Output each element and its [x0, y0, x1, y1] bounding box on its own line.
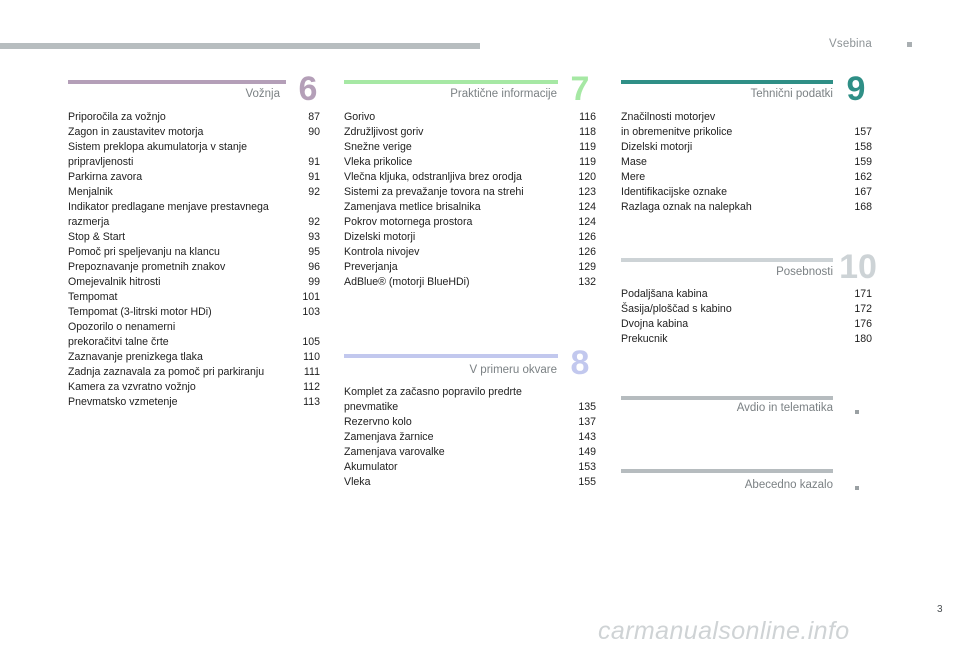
toc-entry-title: Značilnosti motorjev in obremenitve prikolice	[621, 111, 733, 138]
toc-entry-page: 137	[578, 416, 596, 428]
toc-entry[interactable]	[621, 287, 872, 302]
toc-entry-title: Vleka prikolice	[344, 156, 413, 168]
toc-entry-page: 155	[578, 476, 596, 488]
toc-entry-title: Akumulator	[344, 461, 398, 473]
toc-entry-page: 87	[308, 111, 320, 123]
toc-entry-page: 118	[579, 126, 596, 138]
toc-entry-page: 132	[578, 276, 596, 288]
toc-entry[interactable]	[344, 260, 596, 275]
toc-entry-page: 167	[854, 186, 872, 198]
toc-entry[interactable]	[621, 140, 872, 155]
toc-entry[interactable]	[344, 170, 596, 185]
toc-entry[interactable]	[621, 317, 872, 332]
toc-entry-page: 171	[854, 288, 872, 300]
toc-entry[interactable]	[68, 365, 320, 380]
toc-entry-title: Razlaga oznak na nalepkah	[621, 201, 752, 213]
toc-entry-page: 105	[302, 336, 320, 348]
toc-entry[interactable]	[344, 475, 596, 490]
toc-entry[interactable]	[68, 200, 320, 230]
header-square-marker	[907, 42, 912, 47]
toc-entry-page: 93	[308, 231, 320, 243]
toc-entry-page: 101	[302, 291, 320, 303]
section-10-title[interactable]: Posebnosti	[776, 266, 833, 278]
toc-entry-title: Priporočila za vožnjo	[68, 111, 166, 123]
toc-entry-title: Zadnja zaznavala za pomoč pri parkiranju	[68, 366, 265, 378]
toc-entry[interactable]	[68, 350, 320, 365]
toc-entry[interactable]	[68, 245, 320, 260]
toc-entry-page: 157	[854, 126, 872, 138]
toc-entry[interactable]	[344, 385, 596, 415]
toc-entry[interactable]	[68, 230, 320, 245]
toc-entry-title: Opozorilo o nenamerni prekoračitvi talne črte	[68, 321, 176, 348]
section-9-title[interactable]: Tehnični podatki	[750, 88, 833, 100]
top-decor-bar	[0, 43, 480, 49]
toc-entry[interactable]	[68, 380, 320, 395]
toc-entry-page: 110	[303, 351, 320, 363]
section-9-list	[621, 110, 872, 215]
toc-entry-title: Rezervno kolo	[344, 416, 412, 428]
toc-entry-title: Podaljšana kabina	[621, 288, 708, 300]
section-8-list	[344, 385, 596, 490]
toc-entry-page: 129	[578, 261, 596, 273]
toc-entry-title: Stop & Start	[68, 231, 126, 243]
toc-entry-title: Prekucnik	[621, 333, 668, 345]
toc-entry-page: 92	[308, 216, 320, 228]
toc-entry-title: Omejevalnik hitrosti	[68, 276, 161, 288]
toc-entry[interactable]	[344, 430, 596, 445]
toc-entry[interactable]	[68, 290, 320, 305]
section-8-number[interactable]: 8	[570, 344, 590, 382]
section-10-rule	[621, 258, 833, 262]
toc-entry-title: Preverjanja	[344, 261, 398, 273]
toc-entry-page: 113	[303, 396, 320, 408]
toc-entry[interactable]	[68, 185, 320, 200]
toc-entry-title: Tempomat (3-litrski motor HDi)	[68, 306, 212, 318]
toc-entry[interactable]	[621, 185, 872, 200]
toc-entry[interactable]	[68, 125, 320, 140]
toc-entry-title: Pnevmatsko vzmetenje	[68, 396, 178, 408]
section-6-list	[68, 110, 320, 410]
toc-entry[interactable]	[344, 140, 596, 155]
toc-entry[interactable]	[621, 170, 872, 185]
toc-entry-page: 99	[308, 276, 320, 288]
section-8-title[interactable]: V primeru okvare	[469, 364, 557, 376]
toc-entry-title: Zamenjava varovalke	[344, 446, 445, 458]
toc-entry[interactable]	[344, 415, 596, 430]
toc-entry[interactable]	[344, 215, 596, 230]
toc-entry-title: Šasija/ploščad s kabino	[621, 303, 732, 315]
toc-entry-page: 162	[854, 171, 872, 183]
toc-entry[interactable]	[621, 332, 872, 347]
toc-entry-page: 143	[578, 431, 596, 443]
toc-entry-title: Vleka	[344, 476, 371, 488]
toc-entry[interactable]	[344, 245, 596, 260]
toc-entry-title: Indikator predlagane menjave prestavnega razmerja	[68, 201, 269, 228]
toc-entry[interactable]	[344, 445, 596, 460]
toc-entry[interactable]	[621, 155, 872, 170]
watermark: carmanualsonline.info	[598, 617, 850, 645]
toc-entry-title: Pomoč pri speljevanju na klancu	[68, 246, 220, 258]
toc-entry-page: 111	[303, 366, 320, 378]
toc-entry-page: 92	[308, 186, 320, 198]
toc-entry-page: 91	[308, 156, 320, 168]
toc-entry-title: Zamenjava metlice brisalnika	[344, 201, 481, 213]
section-audio-title[interactable]: Avdio in telematika	[736, 402, 833, 414]
section-10-list	[621, 287, 872, 347]
toc-entry[interactable]	[344, 155, 596, 170]
toc-entry-title: Vlečna kljuka, odstranljiva brez orodja	[344, 171, 522, 183]
section-7-list	[344, 110, 596, 290]
section-7-rule	[344, 80, 558, 84]
toc-entry-page: 149	[578, 446, 596, 458]
toc-entry[interactable]	[344, 125, 596, 140]
toc-entry-title: Identifikacijske oznake	[621, 186, 727, 198]
section-audio-marker	[855, 410, 859, 414]
toc-entry-title: Kontrola nivojev	[344, 246, 420, 258]
toc-entry-page: 124	[578, 216, 596, 228]
section-6-title[interactable]: Vožnja	[245, 88, 280, 100]
toc-entry-page: 90	[308, 126, 320, 138]
toc-entry-title: Zaznavanje prenizkega tlaka	[68, 351, 203, 363]
toc-entry[interactable]	[621, 200, 872, 215]
toc-entry-page: 112	[303, 381, 320, 393]
toc-entry-page: 126	[578, 231, 596, 243]
toc-entry-title: Zamenjava žarnice	[344, 431, 434, 443]
toc-entry-page: 103	[302, 306, 320, 318]
toc-entry[interactable]	[68, 395, 320, 410]
toc-entry-title: Pokrov motornega prostora	[344, 216, 473, 228]
toc-entry-page: 153	[578, 461, 596, 473]
page-number: 3	[937, 604, 943, 615]
toc-entry-title: Mase	[621, 156, 647, 168]
toc-entry-page: 123	[578, 186, 596, 198]
toc-entry[interactable]	[621, 302, 872, 317]
toc-entry[interactable]	[344, 230, 596, 245]
toc-entry-page: 119	[579, 141, 596, 153]
toc-entry[interactable]	[344, 275, 596, 290]
section-index-rule	[621, 469, 833, 473]
section-7-title[interactable]: Praktične informacije	[450, 88, 557, 100]
toc-entry-title: Dizelski motorji	[621, 141, 693, 153]
toc-entry-title: Snežne verige	[344, 141, 412, 153]
section-10-number[interactable]: 10	[839, 248, 877, 286]
toc-entry-title: Gorivo	[344, 111, 376, 123]
section-6-rule	[68, 80, 286, 84]
toc-entry-page: 159	[854, 156, 872, 168]
toc-entry[interactable]	[344, 200, 596, 215]
toc-entry-title: Sistemi za prevažanje tovora na strehi	[344, 186, 524, 198]
toc-entry-title: Parkirna zavora	[68, 171, 143, 183]
toc-entry-title: AdBlue® (motorji BlueHDi)	[344, 276, 470, 288]
toc-entry[interactable]	[68, 320, 320, 350]
section-6-number[interactable]: 6	[298, 70, 318, 108]
toc-entry[interactable]	[68, 260, 320, 275]
toc-entry[interactable]	[68, 140, 320, 170]
toc-entry-title: Zagon in zaustavitev motorja	[68, 126, 204, 138]
toc-entry[interactable]	[344, 460, 596, 475]
toc-entry-page: 119	[579, 156, 596, 168]
toc-entry-page: 176	[854, 318, 872, 330]
toc-entry-page: 96	[308, 261, 320, 273]
section-8-rule	[344, 354, 558, 358]
toc-entry-title: Dizelski motorji	[344, 231, 416, 243]
section-index-title[interactable]: Abecedno kazalo	[744, 479, 833, 491]
toc-entry-page: 135	[578, 401, 596, 413]
toc-entry-page: 124	[578, 201, 596, 213]
toc-entry[interactable]	[344, 110, 596, 125]
toc-entry-title: Prepoznavanje prometnih znakov	[68, 261, 226, 273]
section-audio-rule	[621, 396, 833, 400]
section-7-number[interactable]: 7	[570, 70, 590, 108]
toc-entry-page: 168	[854, 201, 872, 213]
page-header-title: Vsebina	[829, 38, 872, 50]
toc-entry-title: Komplet za začasno popravilo predrte pnevmatike	[344, 386, 522, 413]
toc-entry-page: 116	[579, 111, 596, 123]
toc-entry[interactable]	[68, 305, 320, 320]
toc-entry[interactable]	[68, 275, 320, 290]
toc-entry-title: Mere	[621, 171, 646, 183]
toc-entry[interactable]	[68, 110, 320, 125]
section-index-marker	[855, 486, 859, 490]
toc-entry-title: Združljivost goriv	[344, 126, 424, 138]
toc-entry-page: 120	[578, 171, 596, 183]
toc-entry-page: 95	[308, 246, 320, 258]
toc-entry[interactable]	[68, 170, 320, 185]
section-9-number[interactable]: 9	[846, 70, 866, 108]
toc-entry[interactable]	[621, 110, 872, 140]
toc-entry-title: Kamera za vzvratno vožnjo	[68, 381, 196, 393]
toc-entry-title: Menjalnik	[68, 186, 113, 198]
toc-entry-page: 172	[854, 303, 872, 315]
section-9-rule	[621, 80, 833, 84]
toc-entry-title: Tempomat	[68, 291, 118, 303]
toc-entry-title: Sistem preklopa akumulatorja v stanje pripravljenosti	[68, 141, 248, 168]
toc-entry-page: 91	[308, 171, 320, 183]
toc-entry-page: 158	[854, 141, 872, 153]
toc-entry[interactable]	[344, 185, 596, 200]
toc-entry-title: Dvojna kabina	[621, 318, 689, 330]
toc-entry-page: 126	[578, 246, 596, 258]
toc-entry-page: 180	[854, 333, 872, 345]
